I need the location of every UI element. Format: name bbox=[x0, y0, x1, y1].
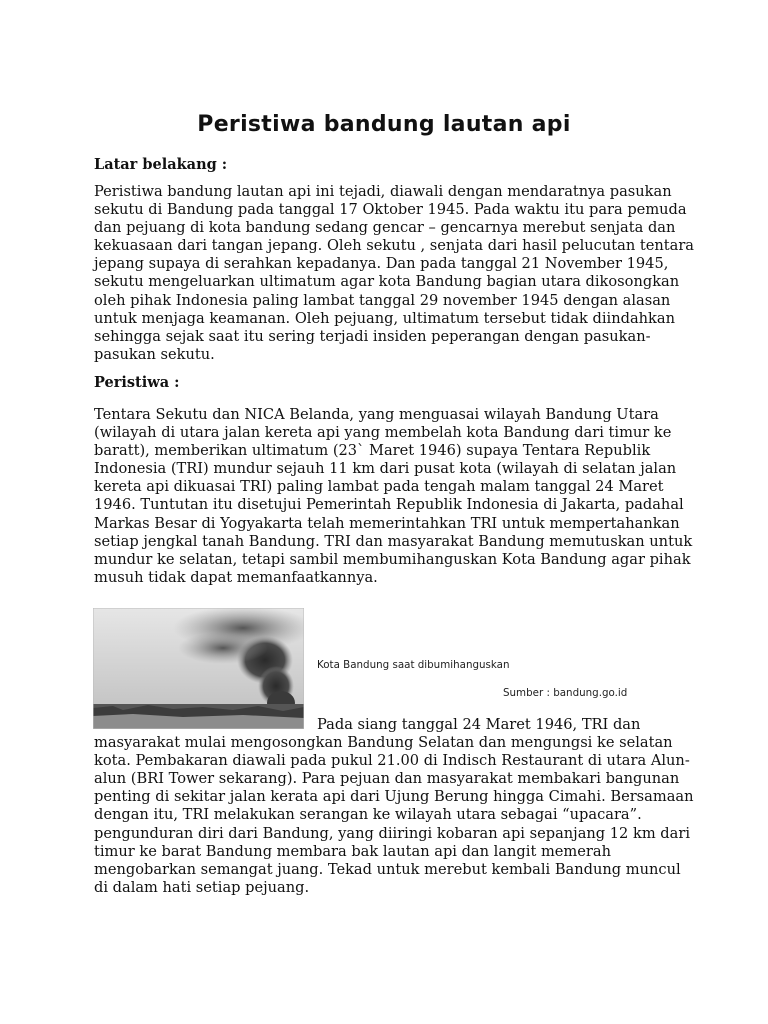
text-line: Markas Besar di Yogyakarta telah memerintahkan TRI untuk mempertahankan bbox=[94, 514, 680, 532]
text-line: kekuasaan dari tangan jepang. Oleh sekutu , senjata dari hasil pelucutan tentara bbox=[94, 237, 695, 255]
bandung-burning-photo bbox=[93, 608, 304, 729]
text-line: musuh tidak dapat memanfaatkannya. bbox=[94, 568, 378, 586]
text-line: Pada siang tanggal 24 Maret 1946, TRI dan bbox=[317, 716, 641, 733]
text-line: oleh pihak Indonesia paling lambat tanggal 29 november 1945 dengan alasan bbox=[94, 291, 671, 309]
text-line: Peristiwa bandung lautan api ini tejadi, diawali dengan mendaratnya pasukan bbox=[94, 183, 672, 200]
text-line: dengan itu, TRI melakukan serangan ke wilayah utara sebagai “upacara”. bbox=[94, 806, 642, 824]
paragraph-latar-belakang bbox=[94, 183, 695, 364]
text-line: Tentara Sekutu dan NICA Belanda, yang menguasai wilayah Bandung Utara bbox=[94, 406, 659, 423]
paragraph-closing bbox=[94, 716, 694, 897]
text-line: (wilayah di utara jalan kereta api yang membelah kota Bandung dari timur ke bbox=[94, 424, 672, 442]
text-line: untuk menjaga keamanan. Oleh pejuang, ultimatum tersebut tidak diindahkan bbox=[94, 309, 675, 327]
text-line: pengunduran diri dari Bandung, yang diiringi kobaran api sepanjang 12 km dari bbox=[94, 824, 690, 842]
text-line: mundur ke selatan, tetapi sambil membumihanguskan Kota Bandung agar pihak bbox=[94, 550, 691, 568]
text-line: dan pejuang di kota bandung sedang gencar – gencarnya merebut senjata dan bbox=[94, 219, 676, 237]
paragraph-peristiwa bbox=[94, 406, 693, 587]
text-line: mengobarkan semangat juang. Tekad untuk merebut kembali Bandung muncul bbox=[94, 860, 681, 878]
text-line: alun (BRI Tower sekarang). Para pejuan dan masyarakat membakari bangunan bbox=[94, 770, 680, 788]
text-line: 1946. Tuntutan itu disetujui Pemerintah Republik Indonesia di Jakarta, padahal bbox=[94, 496, 684, 514]
text-line: setiap jengkal tanah Bandung. TRI dan masyarakat Bandung memutuskan untuk bbox=[94, 532, 693, 550]
text-line: Indonesia (TRI) mundur sejauh 11 km dari pusat kota (wilayah di selatan jalan bbox=[94, 460, 677, 478]
document-title: Peristiwa bandung lautan api bbox=[197, 112, 571, 137]
text-line: baratt), memberikan ultimatum (23` Maret 1946) supaya Tentara Republik bbox=[94, 442, 651, 460]
text-line: di dalam hati setiap pejuang. bbox=[94, 878, 310, 896]
text-line: kota. Pembakaran diawali pada pukul 21.00 di Indisch Restaurant di utara Alun- bbox=[94, 752, 690, 770]
heading-peristiwa: Peristiwa : bbox=[94, 374, 180, 391]
figure-source: Sumber : bandung.go.id bbox=[503, 687, 628, 699]
text-line: penting di sekitar jalan kerata api dari Ujung Berung hingga Cimahi. Bersamaan bbox=[94, 788, 694, 806]
text-line: timur ke barat Bandung membara bak lautan api dan langit memerah bbox=[94, 842, 611, 860]
heading-latar-belakang: Latar belakang : bbox=[94, 156, 228, 173]
text-line: kereta api dikuasai TRI) paling lambat pada tengah malam tanggal 24 Maret bbox=[94, 478, 664, 496]
text-line: sekutu di Bandung pada tanggal 17 Oktober 1945. Pada waktu itu para pemuda bbox=[94, 201, 687, 219]
text-line: sekutu mengeluarkan ultimatum agar kota Bandung bagian utara dikosongkan bbox=[94, 273, 680, 291]
text-line: masyarakat mulai mengosongkan Bandung Selatan dan mengungsi ke selatan bbox=[94, 734, 673, 752]
text-line: sehingga sejak saat itu sering terjadi insiden peperangan dengan pasukan- bbox=[94, 327, 651, 345]
text-line: jepang supaya di serahkan kepadanya. Dan pada tanggal 21 November 1945, bbox=[94, 255, 669, 273]
figure-caption: Kota Bandung saat dibumihanguskan bbox=[317, 659, 510, 671]
text-line: pasukan sekutu. bbox=[94, 345, 215, 363]
